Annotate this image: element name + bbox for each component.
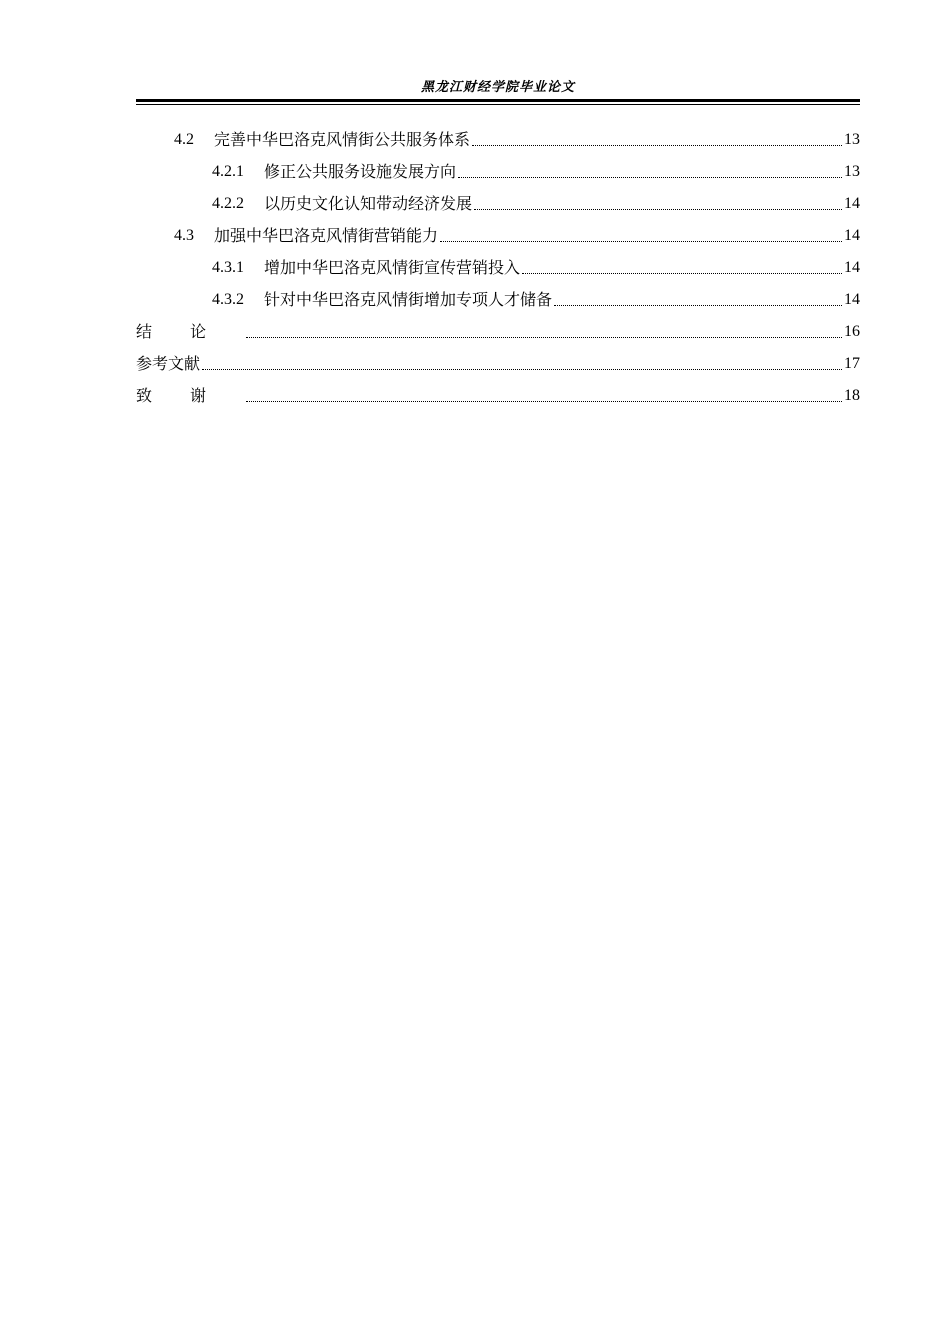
- toc-dot-leader: [458, 176, 842, 178]
- page-header: [136, 79, 860, 107]
- toc-entry-title: 结论: [136, 322, 245, 341]
- toc-entry-number: 4.2: [174, 131, 194, 148]
- toc-entry-title: 参考文献: [136, 354, 201, 373]
- toc-entry-number: 4.2.2: [212, 195, 244, 212]
- toc-dot-leader: [202, 368, 842, 370]
- toc-entry[interactable]: [136, 311, 860, 343]
- toc-entry-page: 16: [844, 323, 860, 340]
- toc-entry[interactable]: [136, 151, 860, 183]
- toc-dot-leader: [472, 144, 842, 146]
- toc-entry-title: 以历史文化认知带动经济发展: [264, 194, 473, 213]
- toc-entry-number: 4.2.1: [212, 163, 244, 180]
- toc-dot-leader: [522, 272, 842, 274]
- toc-entry-title: 增加中华巴洛克风情街宣传营销投入: [264, 258, 521, 277]
- toc-entry[interactable]: [136, 343, 860, 375]
- toc-entry-page: 14: [844, 195, 860, 212]
- table-of-contents: [136, 119, 860, 407]
- toc-entry-title: 加强中华巴洛克风情街营销能力: [214, 226, 439, 245]
- header-rule-thin: [136, 104, 860, 105]
- toc-entry-number: 4.3.1: [212, 259, 244, 276]
- toc-entry[interactable]: [136, 247, 860, 279]
- toc-dot-leader: [554, 304, 842, 306]
- toc-dot-leader: [246, 400, 842, 402]
- toc-dot-leader: [246, 336, 842, 338]
- toc-entry[interactable]: [136, 215, 860, 247]
- toc-entry-number: 4.3.2: [212, 291, 244, 308]
- toc-dot-leader: [474, 208, 842, 210]
- header-rule-thick: [136, 99, 860, 102]
- toc-entry-title: 修正公共服务设施发展方向: [264, 162, 457, 181]
- toc-entry-page: 13: [844, 163, 860, 180]
- toc-entry-page: 14: [844, 227, 860, 244]
- header-title: 黑龙江财经学院毕业论文: [420, 80, 575, 95]
- toc-entry-title: 致谢: [136, 386, 245, 405]
- toc-entry[interactable]: [136, 375, 860, 407]
- toc-entry-number: 4.3: [174, 227, 194, 244]
- toc-entry-page: 13: [844, 131, 860, 148]
- toc-entry-page: 18: [844, 387, 860, 404]
- toc-entry-page: 14: [844, 259, 860, 276]
- toc-dot-leader: [440, 240, 842, 242]
- toc-entry-page: 17: [844, 355, 860, 372]
- toc-entry-title: 完善中华巴洛克风情街公共服务体系: [214, 130, 471, 149]
- toc-entry-title: 针对中华巴洛克风情街增加专项人才储备: [264, 290, 553, 309]
- toc-entry[interactable]: [136, 119, 860, 151]
- toc-entry[interactable]: [136, 279, 860, 311]
- toc-entry[interactable]: [136, 183, 860, 215]
- toc-entry-page: 14: [844, 291, 860, 308]
